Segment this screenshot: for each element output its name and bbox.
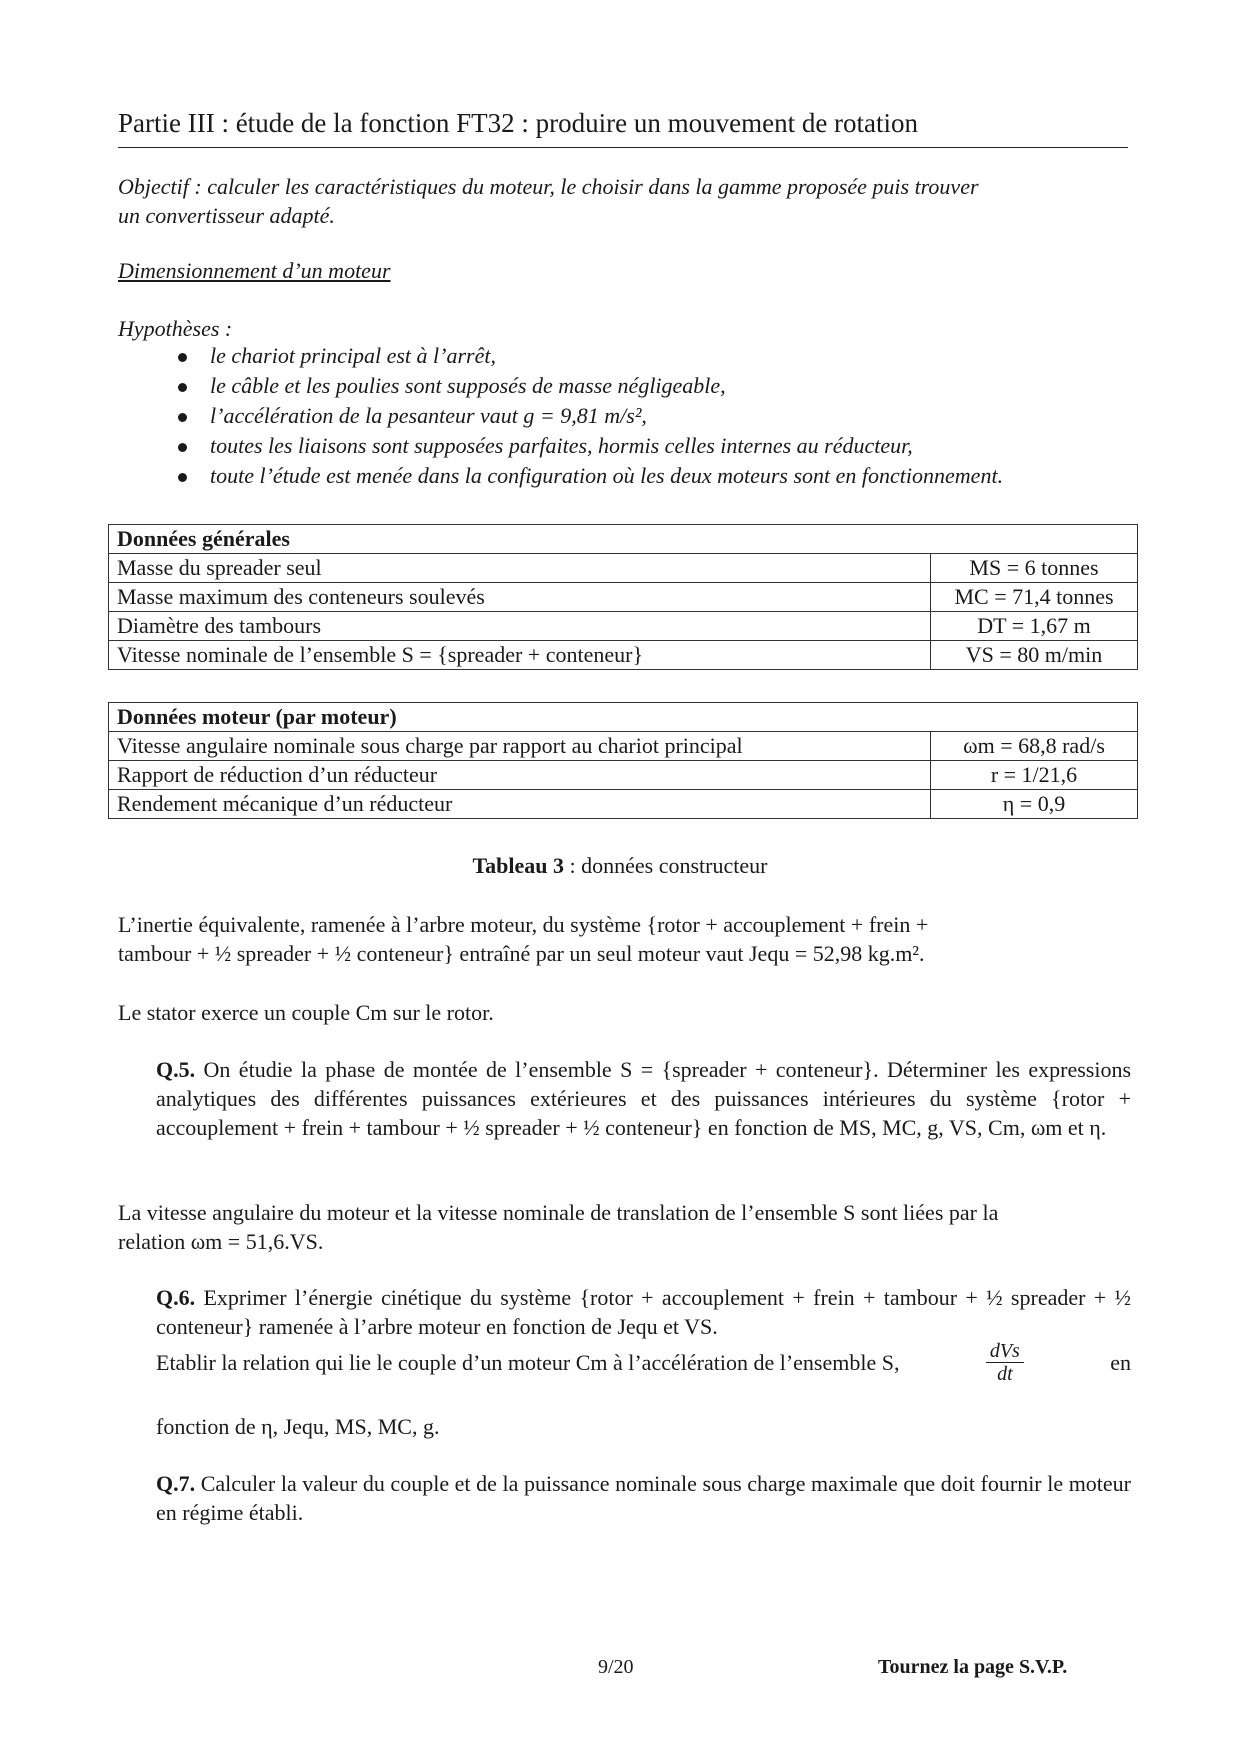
table-row: Diamètre des tambours DT = 1,67 m: [109, 612, 1138, 641]
objective-line-1: Objectif : calculer les caractéristiques du moteur, le choisir dans la gamme proposée puis trouver: [118, 174, 979, 199]
question-q6: Q.6. Exprimer l’énergie cinétique du système {rotor + accouplement + frein + tambour + ½ spreader + ½ conteneur} ramenée à l’arbre moteur en fonction de Jequ et VS.: [156, 1285, 1132, 1339]
table-row: Rapport de réduction d’un réducteur r = 1/21,6: [109, 761, 1138, 790]
general-data-table: [108, 524, 1138, 670]
question-q6-end: fonction de η, Jequ, MS, MC, g.: [156, 1414, 440, 1439]
hypothesis-item: toutes les liaisons sont supposées parfaites, hormis celles internes au réducteur,: [210, 433, 913, 459]
table-header: Données moteur (par moteur): [109, 703, 1138, 732]
question-q6-relation: Etablir la relation qui lie le couple d’un moteur Cm à l’accélération de l’ensemble S, $\frac{\text{dVs}}{dt}$ en: [156, 1340, 1131, 1385]
question-label: Q.6.: [156, 1285, 196, 1310]
table-row: Rendement mécanique d’un réducteur η = 0,9: [109, 790, 1138, 819]
hypothesis-item: le câble et les poulies sont supposés de masse négligeable,: [210, 373, 726, 399]
objective-line-2: un convertisseur adapté.: [118, 203, 335, 228]
derivative-fraction: $\frac{\text{dVs}}{dt}$: [986, 1340, 1024, 1385]
hypothesis-item: toute l’étude est menée dans la configuration où les deux moteurs sont en fonctionnement.: [210, 463, 1003, 489]
inertia-paragraph: L’inertie équivalente, ramenée à l’arbre moteur, du système {rotor + accouplement + frein + tambour + ½ spreader + ½ conteneur} entraîné par un seul moteur vaut Jequ = 52,98 kg.m².: [118, 912, 929, 966]
relation-paragraph: La vitesse angulaire du moteur et la vitesse nominale de translation de l’ensemble S sont liées par la relation ωm = 51,6.VS.: [118, 1200, 999, 1254]
question-q7: Q.7. Calculer la valeur du couple et de la puissance nominale sous charge maximale que doit fournir le moteur en régime établi.: [156, 1471, 1132, 1525]
question-label: Q.5.: [156, 1057, 196, 1082]
question-q5: Q.5. On étudie la phase de montée de l’ensemble S = {spreader + conteneur}. Déterminer les expressions analytiques des différentes puissances extérieures et des puissances intérieures du système {rotor + accouplement + frein + tambour + ½ spreader + ½ conteneur} en fonction de MS, MC, g, VS, Cm, ωm et η.: [156, 1057, 1132, 1140]
table-row: Masse maximum des conteneurs soulevés MC = 71,4 tonnes: [109, 583, 1138, 612]
question-label: Q.7.: [156, 1471, 196, 1496]
motor-data-table: [108, 702, 1138, 819]
hypotheses-label: Hypothèses :: [118, 316, 233, 341]
objective: [118, 172, 1128, 230]
table-row: Vitesse angulaire nominale sous charge par rapport au chariot principal ωm = 68,8 rad/s: [109, 732, 1138, 761]
table-header: Données générales: [109, 525, 1138, 554]
table-row: Masse du spreader seul MS = 6 tonnes: [109, 554, 1138, 583]
table-caption: Tableau 3 : données constructeur: [472, 853, 768, 878]
section-heading: Dimensionnement d’un moteur: [118, 258, 391, 283]
turn-page-note: Tournez la page S.V.P.: [878, 1656, 1068, 1678]
table-row: Vitesse nominale de l’ensemble S = {spreader + conteneur} VS = 80 m/min: [109, 641, 1138, 670]
stator-sentence: Le stator exerce un couple Cm sur le rotor.: [118, 1000, 494, 1025]
page-number: 9/20: [598, 1656, 634, 1678]
page-title: Partie III : étude de la fonction FT32 : produire un mouvement de rotation: [118, 108, 1128, 148]
hypothesis-item: le chariot principal est à l’arrêt,: [210, 343, 496, 369]
hypothesis-item: l’accélération de la pesanteur vaut g = 9,81 m/s²,: [210, 403, 647, 429]
